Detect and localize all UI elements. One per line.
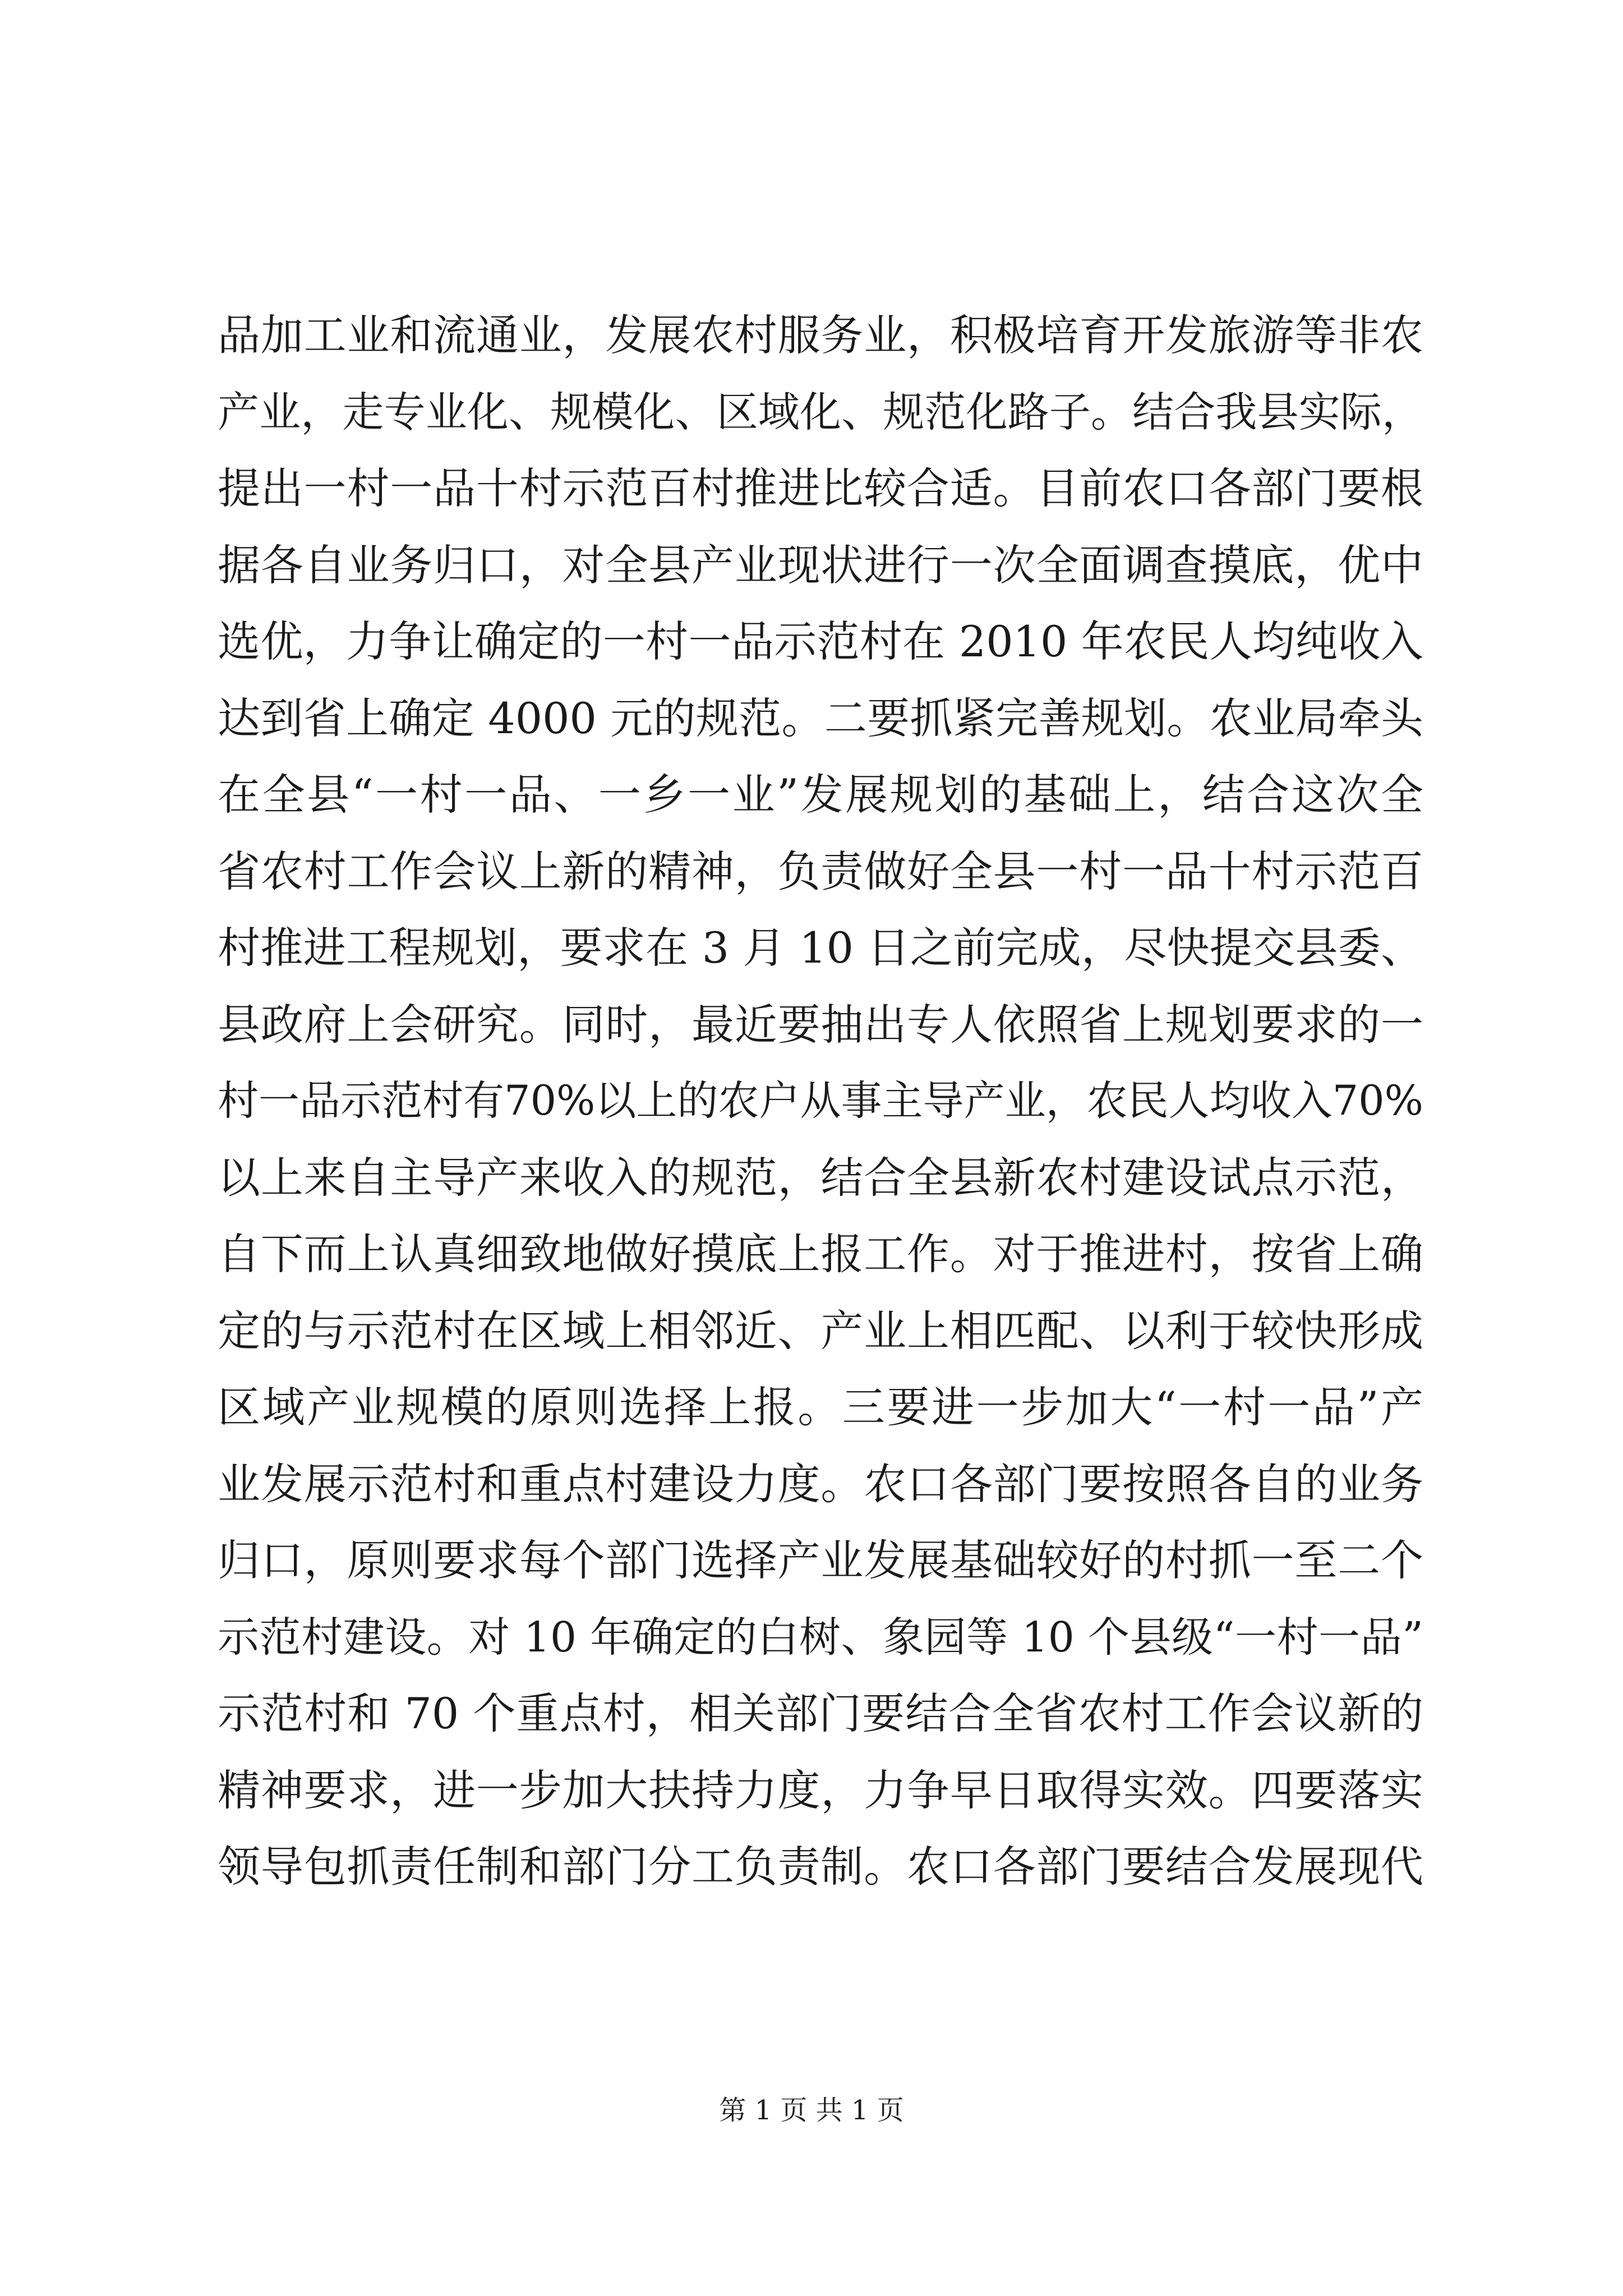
text-line: 业发展示范村和重点村建设力度。农口各部门要按照各自的业务 [218,1458,1423,1509]
text-line: 村一品示范村有70%以上的农户从事主导产业，农民人均收入70% [218,1077,1423,1125]
text-line: 省农村工作会议上新的精神，负责做好全县一村一品十村示范百 [218,846,1423,896]
text-line: 据各自业务归口，对全县产业现状进行一次全面调查摸底，优中 [218,540,1423,590]
text-line: 达到省上确定 4000 元的规范。二要抓紧完善规划。农业局牵头 [218,693,1423,743]
text-line: 示范村建设。对 10 年确定的白树、象园等 10 个县级“一村一品” [218,1613,1423,1662]
text-line: 自下而上认真细致地做好摸底上报工作。对于推进村，按省上确 [218,1229,1423,1279]
text-line: 定的与示范村在区域上相邻近、产业上相匹配、以利于较快形成 [218,1305,1423,1356]
text-line: 品加工业和流通业，发展农村服务业，积极培育开发旅游等非农 [218,310,1423,360]
text-line: 选优，力争让确定的一村一品示范村在 2010 年农民人均纯收入 [218,616,1423,666]
text-line: 以上来自主导产来收入的规范，结合全县新农村建设试点示范， [218,1152,1423,1203]
text-line: 区域产业规模的原则选择上报。三要进一步加大“一村一品”产 [218,1382,1423,1432]
body-text [218,297,1423,1906]
page-number-label: 第 1 页 共 1 页 [719,2095,904,2126]
page-footer [0,2093,1623,2127]
text-line: 归口，原则要求每个部门选择产业发展基础较好的村抓一至二个 [218,1535,1423,1585]
text-line: 示范村和 70 个重点村，相关部门要结合全省农村工作会议新的 [218,1688,1423,1738]
text-line: 村推进工程规划，要求在 3 月 10 日之前完成，尽快提交县委、 [218,923,1423,973]
text-line: 在全县“一村一品、一乡一业”发展规划的基础上，结合这次全 [218,770,1423,820]
text-line: 精神要求，进一步加大扶持力度，力争早日取得实效。四要落实 [218,1765,1423,1815]
text-line: 领导包抓责任制和部门分工负责制。农口各部门要结合发展现代 [218,1842,1423,1892]
text-line: 提出一村一品十村示范百村推进比较合适。目前农口各部门要根 [218,463,1423,513]
text-line: 县政府上会研究。同时，最近要抽出专人依照省上规划要求的一 [218,999,1423,1050]
text-line: 产业，走专业化、规模化、区域化、规范化路子。结合我县实际， [218,388,1423,436]
